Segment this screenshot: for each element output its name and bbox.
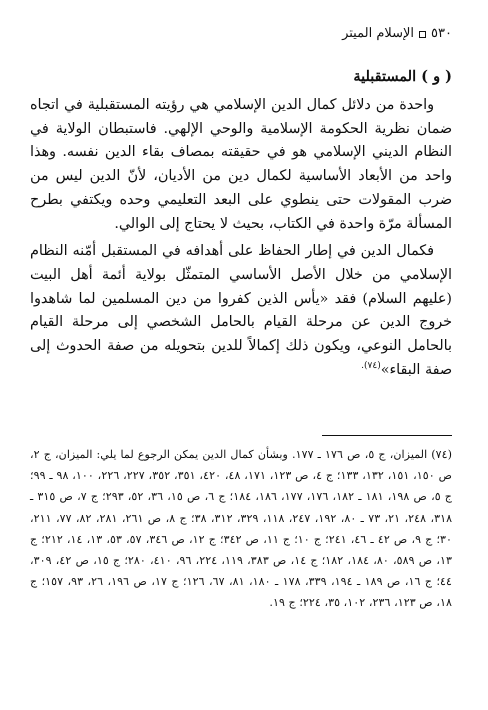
- footnotes: [30, 444, 452, 614]
- paragraph-1: [30, 94, 452, 236]
- footnote-74: (٧٤) الميزان، ج ٥، ص ١٧٦ ـ ١٧٧. وبشأن كمال الدين يمكن الرجوع لما يلي: الميزان، ج ٢، ص ١٥٠، ١٥١، ١٣٢، ١٣٣؛ ج ٤، ص ١٢٣، ١٧١، ٤٨، ٤٢٠، ٣٥١، ٣٥٢، ٢٢٧، ٢٢٦، ١٠٠، ٩٨ ـ ٩٩؛ ج ٥، ص ١٩٨، ١٨١ ـ ١٨٢، ١٧٦، ١٧٧، ١٨٦، ١٨٤؛ ج ٦، ص ١٥، ٣٦، ٥٢، ٢٩٣؛ ج ٧، ص ٣١٥ ـ ٣١٨، ٢٤٨، ٢١، ٧٣ ـ ٨٠، ١٩٢، ٢٤٧، ١١٨، ٣٢٩، ٣١٢، ٣٨؛ ج ٨، ص ٢٦١، ٢٨١، ٨٢، ٧٧، ٢١١، ٣٠؛ ج ٩، ص ٤٢ ـ ٤٦، ٢٤١؛ ج ١٠؛ ج ١١، ص ٣٤٢؛ ج ١٢، ص ٣٤٦، ٥٧، ٥٣، ١٣، ١٤، ٢١٢؛ ج ١٣، ص ٥٨٩، ٨٠، ١٨٤، ١٨٢؛ ج ١٤، ص ٣٨٣، ١١٩، ٢٢٤، ٩٦، ٤١٠، ٢٨٠؛ ج ١٥، ص ٤٢، ٣٠٩، ٤٤؛ ج ١٦، ص ١٨٩ ـ ١٩٤، ٣٣٩، ١٧٨ ـ ١٨٠، ٨١، ٦٧، ١٢٦؛ ج ١٧، ص ١٩٦، ٢٦، ٩٣، ١٥٧؛ ج ١٨، ص ١٢٣، ٢٣٦، ١٠٢، ٣٥، ٢٢٤؛ ج ١٩.: [30, 448, 453, 610]
- square-bullet-icon: [419, 31, 426, 38]
- running-title: الإسلام الميتر: [342, 26, 415, 41]
- footnote-reference[interactable]: (٧٤).: [361, 360, 381, 371]
- footnote-separator: [322, 435, 452, 436]
- paragraph-2-text: فكمال الدين في إطار الحفاظ على أهدافه في المستقبل أمّنه النظام الإسلامي من خلال الأصل الأساسي المتمثّل بولاية أئمة أهل البيت (عليهم السلام) فقد «يأس الذين كفروا من دين المسلمين لما شاهدوا خروج الدين عن مرحلة القيام بالحامل الشخصي إلى مرحلة القيام بالحامل النوعي، ويكون ذلك إكمالاً للدين بتحويله من صفة الحدوث إلى صفة البقاء»: [30, 243, 452, 378]
- body-text: [30, 94, 452, 382]
- paragraph-1-text: واحدة من دلائل كمال الدين الإسلامي هي رؤيته المستقبلية في اتجاه ضمان نظرية الحكومة الإسلامية والوحي الإلهي. فاستبطان الولاية في النظام الديني الإسلامي هو في حقيقته بمصاف بقاء الدين نفسه. وهذا واحد من الأبعاد الأساسية لكمال دين من الأديان، لأنّ الدين ليس من ضرب المقولات حتى ينطوي على البعد التعليمي وحده ويكتفي بطرح المسألة مرّة واحدة في الكتاب، بحيث لا يحتاج إلى الوالي.: [30, 97, 452, 232]
- running-header: [342, 26, 452, 42]
- paragraph-2: [30, 240, 452, 382]
- section-title: ( و ) المستقبلية: [353, 68, 452, 85]
- page-number: ٥٣٠: [431, 26, 452, 41]
